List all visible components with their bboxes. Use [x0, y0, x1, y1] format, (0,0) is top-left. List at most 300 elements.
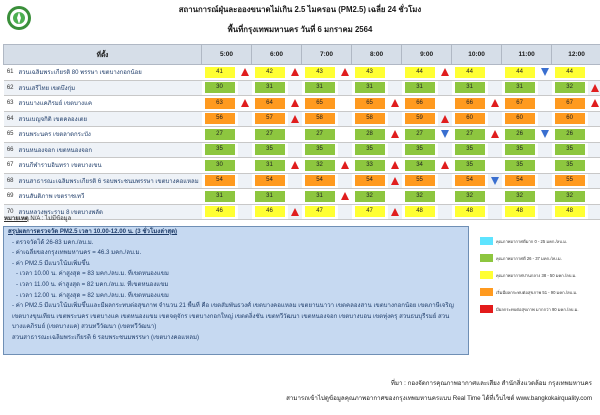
trend-up-icon [341, 68, 349, 76]
pm25-cell [402, 142, 438, 158]
legend-item [480, 304, 598, 314]
pm25-value: 32 [505, 191, 535, 202]
table-row [4, 80, 600, 96]
trend-up-icon [441, 68, 449, 76]
trend-down-icon [491, 177, 499, 185]
trend-up-icon [591, 99, 599, 107]
pm25-cell [452, 65, 488, 81]
pm25-cell [202, 142, 238, 158]
row-number: 63 [4, 96, 16, 112]
trend-cell [488, 111, 502, 127]
pm25-value: 30 [205, 160, 235, 171]
pm25-table [3, 44, 600, 220]
trend-cell [438, 173, 452, 189]
table-row [4, 127, 600, 143]
summary-line: - ค่าเฉลี่ยของกรุงเทพมหานคร = 46.3 มคก./ลบ.ม. [12, 249, 142, 257]
table-row [4, 204, 600, 220]
trend-up-icon [341, 161, 349, 169]
trend-cell [438, 158, 452, 174]
trend-cell [338, 111, 352, 127]
trend-up-icon [241, 68, 249, 76]
trend-cell [288, 65, 302, 81]
trend-cell [238, 127, 252, 143]
pm25-cell [452, 158, 488, 174]
trend-cell [488, 189, 502, 205]
row-number: 61 [4, 65, 16, 81]
pm25-value: 35 [505, 144, 535, 155]
row-number: 69 [4, 189, 16, 205]
legend-swatch [480, 271, 493, 279]
pm25-cell [452, 173, 488, 189]
pm25-cell [252, 65, 288, 81]
pm25-value: 32 [305, 160, 335, 171]
trend-cell [488, 127, 502, 143]
trend-cell [438, 204, 452, 220]
trend-cell [338, 65, 352, 81]
location-name: สวนสันติภาพ เขตราชเทวี [16, 189, 202, 205]
pm25-cell [402, 96, 438, 112]
trend-up-icon [291, 99, 299, 107]
row-number: 70 [4, 204, 16, 220]
trend-cell [338, 173, 352, 189]
pm25-cell [252, 80, 288, 96]
pm25-value: 41 [205, 67, 235, 78]
row-number: 62 [4, 80, 16, 96]
pm25-value: 59 [405, 113, 435, 124]
trend-cell [388, 189, 402, 205]
location-name: สวนบางแคภิรมย์ เขตบางแค [16, 96, 202, 112]
pm25-cell [352, 204, 388, 220]
pm25-cell [302, 111, 338, 127]
time-header: 8:00 [352, 45, 402, 65]
pm25-value: 54 [305, 175, 335, 186]
trend-cell [288, 189, 302, 205]
summary-last-line: สวนสาธารณะเฉลิมพระเกียรติ 6 รอบพระชนมพรรษา (เขตบางคอแหลม) [12, 333, 200, 341]
trend-up-icon [241, 99, 249, 107]
trend-cell [488, 204, 502, 220]
trend-cell [388, 158, 402, 174]
summary-line: - เวลา 12.00 น. ค่าสูงสุด = 82 มคก./ลบ.ม. ที่เขตหนองแขม [16, 291, 169, 299]
trend-cell [588, 111, 600, 127]
trend-cell [388, 111, 402, 127]
trend-cell [588, 127, 600, 143]
trend-cell [588, 80, 600, 96]
trend-cell [538, 111, 552, 127]
pm25-value: 35 [405, 144, 435, 155]
trend-cell [338, 80, 352, 96]
pm25-cell [552, 111, 588, 127]
trend-cell [488, 142, 502, 158]
trend-cell [288, 96, 302, 112]
trend-cell [538, 65, 552, 81]
pm25-cell [352, 111, 388, 127]
pm25-cell [202, 189, 238, 205]
trend-up-icon [291, 161, 299, 169]
pm25-value: 31 [255, 191, 285, 202]
pm25-cell [302, 173, 338, 189]
pm25-value: 44 [455, 67, 485, 78]
time-header: 10:00 [452, 45, 502, 65]
trend-cell [588, 65, 600, 81]
legend-text: คุณภาพอากาศดี 26 - 37 มคก./ลบ.ม. [496, 255, 562, 261]
trend-up-icon [291, 208, 299, 216]
trend-cell [388, 142, 402, 158]
trend-cell [538, 189, 552, 205]
pm25-cell [402, 173, 438, 189]
pm25-cell [352, 142, 388, 158]
pm25-cell [252, 127, 288, 143]
pm25-value: 33 [355, 160, 385, 171]
trend-up-icon [491, 130, 499, 138]
pm25-cell [202, 204, 238, 220]
location-name: สวนเบญจกิติ เขตคลองเตย [16, 111, 202, 127]
pm25-value: 60 [455, 113, 485, 124]
trend-cell [438, 127, 452, 143]
pm25-cell [352, 80, 388, 96]
summary-paragraph: - ค่า PM2.5 มีแนวโน้มเพิ่มขึ้นและมีผลกระทบต่อสุขภาพ จำนวน 21 พื้นที่ คือ เขตสัมพันธวงศ์ เขตบางคอแหลม เขตยานนาวา เขตคลองสาน เขตบางกอกน้อย เขตภาษีเจริญ เขตบางขุนเทียน เขตพระนคร เขตบางแค เขตหนองแขม เขตจตุจักร เขตบางกอกใหญ่ เขตตลิ่งชัน เขตทวีวัฒนา เขตหนองจอก เขตบางบอน เขตทุ่งครุ สวนธนบุรีรมย์ สวนบางแคภิรมย์ (เขตบางแค) สวนทวีวัฒนา (เขตทวีวัฒนา) [12, 302, 454, 331]
trend-cell [238, 173, 252, 189]
trend-cell [238, 65, 252, 81]
pm25-cell [352, 127, 388, 143]
trend-cell [238, 204, 252, 220]
pm25-cell [202, 96, 238, 112]
pm25-value: 54 [205, 175, 235, 186]
table-row [4, 158, 600, 174]
pm25-cell [502, 204, 538, 220]
location-name: สวนพระนคร เขตลาดกระบัง [16, 127, 202, 143]
note [4, 213, 71, 223]
trend-down-icon [541, 130, 549, 138]
pm25-cell [252, 189, 288, 205]
pm25-cell [402, 65, 438, 81]
legend-item [480, 270, 598, 280]
pm25-value: 54 [455, 175, 485, 186]
trend-cell [588, 204, 600, 220]
legend-swatch [480, 288, 493, 296]
report-header [0, 0, 600, 40]
row-number: 65 [4, 127, 16, 143]
pm25-value: 27 [255, 129, 285, 140]
pm25-value: 48 [505, 206, 535, 217]
pm25-value: 31 [405, 82, 435, 93]
pm25-cell [452, 127, 488, 143]
trend-cell [338, 127, 352, 143]
pm25-cell [552, 127, 588, 143]
pm25-value: 30 [205, 82, 235, 93]
trend-cell [238, 80, 252, 96]
pm25-value: 26 [505, 129, 535, 140]
pm25-cell [502, 127, 538, 143]
pm25-value: 60 [555, 113, 585, 124]
location-name: สวนหนองจอก เขตหนองจอก [16, 142, 202, 158]
legend-item [480, 236, 598, 246]
location-name: สวนกีฬารามอินทรา เขตบางเขน [16, 158, 202, 174]
pm25-value: 64 [255, 98, 285, 109]
pm25-value: 44 [555, 67, 585, 78]
pm25-value: 32 [455, 191, 485, 202]
time-header: 5:00 [202, 45, 252, 65]
pm25-cell [202, 111, 238, 127]
trend-cell [388, 127, 402, 143]
trend-cell [338, 142, 352, 158]
pm25-value: 27 [405, 129, 435, 140]
pm25-cell [552, 189, 588, 205]
trend-up-icon [391, 208, 399, 216]
pm25-cell [552, 96, 588, 112]
pm25-value: 35 [255, 144, 285, 155]
pm25-value: 42 [255, 67, 285, 78]
pm25-value: 31 [505, 82, 535, 93]
trend-cell [438, 65, 452, 81]
trend-cell [588, 96, 600, 112]
pm25-cell [502, 65, 538, 81]
pm25-value: 31 [355, 82, 385, 93]
pm25-cell [452, 80, 488, 96]
table-row [4, 189, 600, 205]
trend-cell [288, 127, 302, 143]
trend-cell [238, 142, 252, 158]
pm25-cell [452, 189, 488, 205]
pm25-value: 32 [405, 191, 435, 202]
pm25-cell [252, 158, 288, 174]
pm25-value: 48 [555, 206, 585, 217]
pm25-value: 35 [505, 160, 535, 171]
trend-cell [488, 80, 502, 96]
table-row [4, 142, 600, 158]
pm25-cell [252, 204, 288, 220]
trend-cell [388, 204, 402, 220]
pm25-value: 35 [355, 144, 385, 155]
pm25-value: 31 [455, 82, 485, 93]
pm25-value: 54 [355, 175, 385, 186]
pm25-value: 32 [555, 191, 585, 202]
pm25-value: 43 [305, 67, 335, 78]
pm25-cell [352, 96, 388, 112]
trend-cell [538, 80, 552, 96]
pm25-cell [452, 96, 488, 112]
pm25-cell [552, 158, 588, 174]
location-name: สวนเฉลิมพระเกียรติ 80 พรรษา เขตบางกอกน้อย [16, 65, 202, 81]
pm25-value: 44 [405, 67, 435, 78]
summary-line: - เวลา 11.00 น. ค่าสูงสุด = 82 มคก./ลบ.ม. ที่เขตหนองแขม [16, 280, 169, 288]
pm25-cell [402, 189, 438, 205]
trend-cell [488, 158, 502, 174]
source-text: ที่มา : กองจัดการคุณภาพอากาศและเสียง สำนักสิ่งแวดล้อม กรุงเทพมหานคร [390, 380, 592, 387]
trend-cell [588, 142, 600, 158]
trend-up-icon [391, 99, 399, 107]
pm25-value: 67 [555, 98, 585, 109]
pm25-cell [302, 127, 338, 143]
trend-cell [288, 80, 302, 96]
summary-line: - ตรวจวัดได้ 26-83 มคก./ลบ.ม. [12, 238, 94, 246]
trend-up-icon [391, 130, 399, 138]
pm25-cell [302, 80, 338, 96]
summary-box [3, 226, 469, 355]
trend-cell [438, 189, 452, 205]
trend-cell [538, 204, 552, 220]
pm25-value: 28 [355, 129, 385, 140]
pm25-value: 65 [355, 98, 385, 109]
pm25-value: 26 [555, 129, 585, 140]
trend-cell [438, 142, 452, 158]
location-name: สวนเสรีไทย เขตบึงกุ่ม [16, 80, 202, 96]
location-name: สวนหลวงพระราม 8 เขตบางพลัด [16, 204, 202, 220]
trend-up-icon [341, 192, 349, 200]
pm25-cell [502, 142, 538, 158]
trend-cell [388, 80, 402, 96]
pm25-value: 35 [455, 144, 485, 155]
pm25-cell [252, 111, 288, 127]
legend-text: เริ่มมีผลกระทบต่อสุขภาพ 51 - 90 มคก./ลบ.ม. [496, 289, 578, 295]
trend-up-icon [491, 99, 499, 107]
pm25-value: 54 [505, 175, 535, 186]
time-header: 11:00 [502, 45, 552, 65]
pm25-cell [352, 189, 388, 205]
trend-up-icon [291, 115, 299, 123]
trend-up-icon [441, 115, 449, 123]
pm25-value: 58 [355, 113, 385, 124]
pm25-value: 48 [405, 206, 435, 217]
pm25-value: 44 [505, 67, 535, 78]
pm25-cell [302, 158, 338, 174]
pm25-value: 63 [205, 98, 235, 109]
table-header-row [4, 45, 600, 65]
pm25-cell [202, 80, 238, 96]
trend-up-icon [291, 68, 299, 76]
pm25-cell [252, 96, 288, 112]
trend-cell [588, 158, 600, 174]
pm25-cell [552, 173, 588, 189]
trend-cell [338, 158, 352, 174]
note-label: หมายเหตุ [4, 216, 29, 222]
trend-cell [288, 173, 302, 189]
trend-cell [338, 204, 352, 220]
trend-up-icon [591, 84, 599, 92]
trend-up-icon [391, 177, 399, 185]
row-number: 68 [4, 173, 16, 189]
pm25-value: 27 [205, 129, 235, 140]
pm25-value: 32 [355, 191, 385, 202]
legend-swatch [480, 305, 493, 313]
pm25-cell [502, 111, 538, 127]
trend-down-icon [441, 130, 449, 138]
trend-cell [488, 65, 502, 81]
pm25-value: 67 [505, 98, 535, 109]
pm25-cell [452, 142, 488, 158]
location-name: สวนสาธารณะเฉลิมพระเกียรติ 6 รอบพระชนมพรรษา เขตบางคอแหลม [16, 173, 202, 189]
pm25-value: 57 [255, 113, 285, 124]
trend-cell [488, 173, 502, 189]
pm25-cell [502, 80, 538, 96]
table-row [4, 65, 600, 81]
pm25-value: 65 [305, 98, 335, 109]
pm25-value: 55 [405, 175, 435, 186]
pm25-cell [502, 158, 538, 174]
location-header: ที่ตั้ง [4, 45, 202, 65]
trend-cell [338, 189, 352, 205]
report-subtitle: พื้นที่กรุงเทพมหานคร วันที่ 6 มกราคม 2564 [227, 25, 373, 34]
pm25-value: 46 [205, 206, 235, 217]
legend-item [480, 253, 598, 263]
trend-cell [538, 96, 552, 112]
trend-cell [338, 96, 352, 112]
trend-cell [538, 142, 552, 158]
pm25-value: 35 [305, 144, 335, 155]
pm25-cell [552, 204, 588, 220]
pm25-value: 31 [305, 82, 335, 93]
pm25-value: 31 [255, 82, 285, 93]
row-number: 66 [4, 142, 16, 158]
legend-swatch [480, 254, 493, 262]
legend-text: คุณภาพอากาศปานกลาง 38 - 50 มคก./ลบ.ม. [496, 272, 577, 278]
table-row [4, 96, 600, 112]
pm25-cell [402, 158, 438, 174]
pm25-cell [302, 204, 338, 220]
pm25-cell [302, 142, 338, 158]
table-row [4, 173, 600, 189]
trend-cell [438, 96, 452, 112]
pm25-value: 27 [305, 129, 335, 140]
time-header: 9:00 [402, 45, 452, 65]
time-header: 12:00 [552, 45, 600, 65]
pm25-value: 34 [405, 160, 435, 171]
pm25-cell [202, 158, 238, 174]
summary-line: - เวลา 10.00 น. ค่าสูงสุด = 83 มคก./ลบ.ม. ที่เขตหนองแขม [16, 270, 169, 278]
pm25-value: 47 [305, 206, 335, 217]
pm25-value: 31 [205, 191, 235, 202]
trend-cell [288, 111, 302, 127]
pm25-cell [252, 173, 288, 189]
pm25-cell [352, 173, 388, 189]
row-number: 67 [4, 158, 16, 174]
trend-up-icon [441, 161, 449, 169]
pm25-cell [502, 173, 538, 189]
report-title: สถานการณ์ฝุ่นละอองขนาดไม่เกิน 2.5 ไมครอน (PM2.5) เฉลี่ย 24 ชั่วโมง [178, 5, 422, 14]
trend-cell [538, 127, 552, 143]
pm25-value: 58 [305, 113, 335, 124]
pm25-cell [452, 111, 488, 127]
pm25-cell [202, 127, 238, 143]
trend-cell [488, 96, 502, 112]
trend-cell [388, 173, 402, 189]
pm25-cell [402, 111, 438, 127]
legend-text: คุณภาพอากาศดีมาก 0 - 25 มคก./ลบ.ม. [496, 238, 568, 244]
table-body [4, 65, 600, 220]
trend-cell [238, 96, 252, 112]
trend-cell [388, 96, 402, 112]
row-number: 64 [4, 111, 16, 127]
note-text: N/A : ไม่มีข้อมูล [30, 216, 72, 222]
time-header: 6:00 [252, 45, 302, 65]
pm25-cell [302, 65, 338, 81]
legend [480, 236, 598, 321]
pm25-value: 55 [555, 175, 585, 186]
pm25-cell [552, 80, 588, 96]
trend-cell [288, 142, 302, 158]
pm25-value: 35 [205, 144, 235, 155]
pm25-value: 31 [305, 191, 335, 202]
website-text: สามารถเข้าไปดูข้อมูลคุณภาพอากาศของกรุงเทพมหานครแบบ Real Time ได้ที่เว็บไซต์ www.bangkokairquality.com [286, 395, 592, 402]
pm25-cell [252, 142, 288, 158]
trend-cell [438, 80, 452, 96]
pm25-cell [552, 142, 588, 158]
pm25-cell [552, 65, 588, 81]
trend-cell [538, 158, 552, 174]
pm25-cell [352, 158, 388, 174]
trend-cell [438, 111, 452, 127]
pm25-value: 31 [255, 160, 285, 171]
trend-cell [238, 189, 252, 205]
